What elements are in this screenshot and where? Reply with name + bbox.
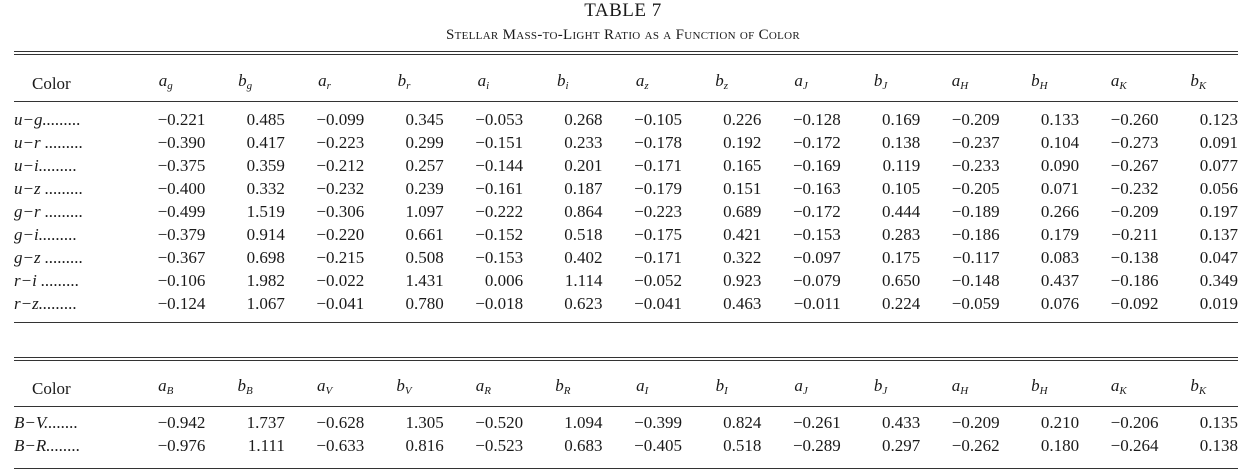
table-cell: −0.220 xyxy=(316,225,365,244)
table-cell: 0.151 xyxy=(723,179,762,198)
table-cell: −0.232 xyxy=(1110,179,1159,198)
table-row xyxy=(14,154,1238,177)
table-cell: 0.071 xyxy=(1040,179,1080,198)
table-cell: 0.518 xyxy=(564,225,603,244)
table-cell: −0.144 xyxy=(475,156,524,175)
column-header-subscript: I xyxy=(644,385,649,397)
table-cell: 0.345 xyxy=(405,110,444,129)
table-cell: 0.006 xyxy=(484,271,524,290)
table-cell: −0.172 xyxy=(792,133,841,152)
table-cell: −0.400 xyxy=(157,179,206,198)
table-cell: −0.153 xyxy=(475,248,524,267)
table-cell: −0.151 xyxy=(475,133,524,152)
table-cell: 0.077 xyxy=(1199,156,1238,175)
table1-header-row xyxy=(14,66,1238,101)
table-cell: 0.683 xyxy=(564,436,603,455)
table-cell: 0.864 xyxy=(564,202,603,221)
table-cell: 0.169 xyxy=(881,110,921,129)
table-cell: −0.171 xyxy=(634,248,682,267)
column-header xyxy=(1000,371,1079,406)
table-cell: −0.367 xyxy=(157,248,206,267)
table-cell: 1.737 xyxy=(246,413,285,432)
column-header xyxy=(1079,371,1158,406)
table2-top-rule xyxy=(14,357,1238,358)
table1-body xyxy=(14,101,1238,315)
table-cell: 1.111 xyxy=(247,436,285,455)
column-header xyxy=(841,371,920,406)
table-cell: −0.267 xyxy=(1110,156,1159,175)
table-cell: −0.011 xyxy=(793,294,841,313)
table-cell: 0.485 xyxy=(246,110,285,129)
column-header xyxy=(444,66,523,101)
row-label: u−r ......... xyxy=(14,133,84,152)
table-cell: −0.178 xyxy=(634,133,682,152)
row-label: g−i......... xyxy=(14,225,77,244)
table-row xyxy=(14,292,1238,315)
table-cell: 0.192 xyxy=(723,133,762,152)
table-cell: 0.349 xyxy=(1199,271,1238,290)
table-cell: −0.289 xyxy=(792,436,841,455)
column-header-subscript: z xyxy=(644,80,649,92)
table-cell: −0.306 xyxy=(316,202,365,221)
column-header xyxy=(523,371,602,406)
color-column-header: Color xyxy=(32,73,71,93)
table-cell: −0.052 xyxy=(634,271,682,290)
table-cell: −0.209 xyxy=(951,110,1000,129)
table-cell: 0.661 xyxy=(405,225,444,244)
table-cell: 0.417 xyxy=(246,133,285,152)
column-header-symbol: a xyxy=(475,376,485,395)
table-cell: 0.123 xyxy=(1199,110,1238,129)
row-label: r−i ......... xyxy=(14,271,80,290)
column-header-subscript: i xyxy=(565,80,569,92)
table-cell: −0.260 xyxy=(1110,110,1159,129)
table-cell: −0.222 xyxy=(475,202,524,221)
table-cell: 0.105 xyxy=(881,179,921,198)
table-cell: 0.239 xyxy=(405,179,444,198)
table-cell: 1.431 xyxy=(405,271,444,290)
table-cell: −0.018 xyxy=(475,294,524,313)
table-cell: 0.689 xyxy=(723,202,762,221)
column-header-subscript: K xyxy=(1198,80,1207,92)
column-header xyxy=(285,371,364,406)
table-cell: 0.816 xyxy=(405,436,444,455)
table-cell: −0.186 xyxy=(951,225,1000,244)
column-header-subscript: R xyxy=(484,385,492,397)
row-label: r−z......... xyxy=(14,294,77,313)
column-header-subscript: I xyxy=(724,385,728,397)
table1-top-rule xyxy=(14,51,1238,52)
row-label: B−R........ xyxy=(14,436,81,455)
table-cell: 0.201 xyxy=(564,156,603,175)
column-header-subscript: K xyxy=(1198,385,1207,397)
column-header-symbol: a xyxy=(951,71,961,90)
column-header-symbol: b xyxy=(873,71,883,90)
table-cell: 1.114 xyxy=(564,271,603,290)
table-cell: −0.148 xyxy=(951,271,1000,290)
column-header xyxy=(920,371,999,406)
column-header-symbol: b xyxy=(1190,376,1199,395)
table-cell: −0.105 xyxy=(634,110,682,129)
table-row xyxy=(14,406,1238,434)
color-column-header: Color xyxy=(32,378,71,398)
table-cell: 0.083 xyxy=(1040,248,1080,267)
table-cell: −0.092 xyxy=(1110,294,1159,313)
table-cell: 0.518 xyxy=(723,436,762,455)
table-row xyxy=(14,246,1238,269)
column-header-subscript: g xyxy=(167,80,173,92)
table-cell: 0.091 xyxy=(1199,133,1238,152)
row-label: u−z ......... xyxy=(14,179,84,198)
table-cell: 0.056 xyxy=(1199,179,1238,198)
column-header-symbol: b xyxy=(1031,71,1040,90)
column-header xyxy=(920,66,999,101)
table-cell: −0.221 xyxy=(157,110,206,129)
table-cell: −0.152 xyxy=(475,225,524,244)
column-header-subscript: V xyxy=(325,385,333,397)
column-header-subscript: J xyxy=(802,385,808,397)
column-header-symbol: b xyxy=(397,71,407,90)
column-header-subscript: z xyxy=(723,80,729,92)
column-header-subscript: r xyxy=(406,80,411,92)
table-cell: 0.299 xyxy=(405,133,444,152)
column-header-symbol: a xyxy=(1110,71,1120,90)
table-cell: 0.444 xyxy=(881,202,921,221)
table-cell: −0.059 xyxy=(951,294,1000,313)
table-cell: 0.104 xyxy=(1040,133,1080,152)
column-header xyxy=(841,66,920,101)
table-cell: −0.041 xyxy=(316,294,365,313)
table2 xyxy=(14,371,1238,457)
column-header-symbol: a xyxy=(794,376,803,395)
column-header-symbol: a xyxy=(635,71,645,90)
table-cell: −0.223 xyxy=(316,133,365,152)
table-cell: 0.508 xyxy=(405,248,444,267)
table2-header-row xyxy=(14,371,1238,406)
table-cell: 0.623 xyxy=(564,294,603,313)
table-cell: −0.211 xyxy=(1111,225,1159,244)
column-header xyxy=(603,371,682,406)
table-cell: 0.923 xyxy=(723,271,762,290)
table-cell: −0.206 xyxy=(1110,413,1159,432)
table-cell: 0.210 xyxy=(1040,413,1080,432)
table-cell: 0.433 xyxy=(881,413,921,432)
column-header xyxy=(285,66,364,101)
table-cell: −0.379 xyxy=(157,225,206,244)
table-title: TABLE 7 xyxy=(584,0,662,21)
column-header xyxy=(444,371,523,406)
column-header-subscript: J xyxy=(882,385,888,397)
table-cell: −0.209 xyxy=(1110,202,1159,221)
table1-top-rule-2 xyxy=(14,54,1238,55)
table-cell: −0.117 xyxy=(952,248,1000,267)
column-header-symbol: a xyxy=(951,376,961,395)
column-header-symbol: b xyxy=(238,71,247,90)
table-row xyxy=(14,269,1238,292)
table-cell: −0.233 xyxy=(951,156,1000,175)
table-cell: 0.179 xyxy=(1040,225,1080,244)
table2-top-rule-2 xyxy=(14,360,1238,361)
column-header-symbol: b xyxy=(873,376,883,395)
table2-body xyxy=(14,406,1238,457)
column-header xyxy=(682,66,761,101)
table-cell: −0.375 xyxy=(157,156,206,175)
column-header-symbol: b xyxy=(1031,376,1040,395)
column-header-subscript: i xyxy=(486,80,490,92)
table-cell: −0.390 xyxy=(157,133,206,152)
table-cell: −0.520 xyxy=(475,413,524,432)
table-cell: −0.523 xyxy=(475,436,524,455)
table-cell: 0.135 xyxy=(1199,413,1238,432)
column-header-symbol: a xyxy=(1110,376,1120,395)
table-cell: −0.175 xyxy=(634,225,682,244)
column-header-symbol: b xyxy=(715,376,725,395)
table-cell: 0.226 xyxy=(723,110,762,129)
table-cell: −0.633 xyxy=(316,436,365,455)
table-cell: 0.090 xyxy=(1040,156,1080,175)
table-cell: −0.053 xyxy=(475,110,524,129)
column-header xyxy=(523,66,602,101)
table-cell: 0.257 xyxy=(405,156,444,175)
column-header-symbol: b xyxy=(715,71,724,90)
row-label: u−g......... xyxy=(14,110,81,129)
table-cell: 0.233 xyxy=(564,133,603,152)
table-cell: −0.161 xyxy=(475,179,524,198)
column-header-subscript: H xyxy=(1039,385,1048,397)
table-cell: −0.273 xyxy=(1110,133,1159,152)
table-cell: 1.519 xyxy=(246,202,285,221)
column-header xyxy=(1158,371,1238,406)
column-header-subscript: J xyxy=(882,80,888,92)
column-header-symbol: b xyxy=(555,376,564,395)
column-header-symbol: a xyxy=(318,71,327,90)
column-header-symbol: b xyxy=(557,71,566,90)
column-header-subscript: R xyxy=(563,385,571,397)
table-cell: −0.106 xyxy=(157,271,206,290)
table-cell: 0.359 xyxy=(246,156,285,175)
table-cell: −0.223 xyxy=(634,202,682,221)
row-label: g−z ......... xyxy=(14,248,84,267)
column-header-subscript: B xyxy=(166,385,174,397)
table-cell: 0.437 xyxy=(1040,271,1080,290)
table-cell: 0.180 xyxy=(1040,436,1080,455)
table-cell: −0.169 xyxy=(792,156,841,175)
column-header-symbol: b xyxy=(237,376,247,395)
table-row xyxy=(14,131,1238,154)
table-cell: −0.138 xyxy=(1110,248,1159,267)
table-cell: −0.205 xyxy=(951,179,1000,198)
column-header xyxy=(761,371,840,406)
table-subtitle: Stellar Mass-to-Light Ratio as a Function of Color xyxy=(445,27,801,43)
table-cell: −0.097 xyxy=(792,248,841,267)
column-header xyxy=(205,371,284,406)
table-row xyxy=(14,434,1238,457)
table-cell: −0.232 xyxy=(316,179,365,198)
column-header-subscript: H xyxy=(960,385,969,397)
table-cell: 0.019 xyxy=(1199,294,1238,313)
table-cell: −0.399 xyxy=(634,413,682,432)
column-header-subscript: H xyxy=(1039,80,1048,92)
table-cell: −0.128 xyxy=(792,110,841,129)
column-header xyxy=(682,371,761,406)
table-cell: 0.138 xyxy=(881,133,921,152)
table-cell: −0.079 xyxy=(792,271,841,290)
table-cell: 0.402 xyxy=(564,248,603,267)
column-header-subscript: K xyxy=(1119,80,1127,92)
table-cell: 0.133 xyxy=(1040,110,1080,129)
table1 xyxy=(14,66,1238,315)
table-cell: 0.047 xyxy=(1199,248,1238,267)
column-header-subscript: H xyxy=(960,80,969,92)
column-header-symbol: a xyxy=(158,376,167,395)
table-cell: 0.138 xyxy=(1199,436,1238,455)
column-header-symbol: a xyxy=(794,71,803,90)
column-header xyxy=(205,66,284,101)
table-cell: 0.421 xyxy=(723,225,762,244)
column-header-subscript: V xyxy=(404,385,412,397)
column-header-subscript: r xyxy=(326,80,331,92)
column-header-subscript: g xyxy=(246,80,253,92)
table-cell: 0.332 xyxy=(246,179,285,198)
column-header xyxy=(364,66,443,101)
table-cell: −0.179 xyxy=(634,179,682,198)
table-cell: 0.914 xyxy=(246,225,285,244)
column-header xyxy=(1000,66,1079,101)
table-cell: −0.942 xyxy=(157,413,206,432)
table-cell: 0.650 xyxy=(881,271,921,290)
column-header-subscript: J xyxy=(802,80,808,92)
table-cell: 0.698 xyxy=(246,248,285,267)
table-cell: −0.099 xyxy=(316,110,365,129)
table-cell: −0.186 xyxy=(1110,271,1159,290)
table-cell: −0.264 xyxy=(1110,436,1159,455)
table-cell: −0.405 xyxy=(634,436,682,455)
column-header xyxy=(126,66,205,101)
table-cell: −0.124 xyxy=(157,294,206,313)
table2-bottom-rule xyxy=(14,468,1238,469)
column-header xyxy=(1158,66,1238,101)
table-cell: 0.187 xyxy=(564,179,603,198)
table-cell: −0.189 xyxy=(951,202,1000,221)
table-cell: 0.197 xyxy=(1199,202,1238,221)
column-header-symbol: a xyxy=(477,71,487,90)
row-label: g−r ......... xyxy=(14,202,84,221)
column-header xyxy=(761,66,840,101)
table-cell: 0.165 xyxy=(723,156,762,175)
table-cell: 0.268 xyxy=(564,110,603,129)
table-cell: 0.297 xyxy=(881,436,921,455)
table-cell: −0.499 xyxy=(157,202,206,221)
column-header-symbol: a xyxy=(316,376,326,395)
table-cell: 1.097 xyxy=(405,202,444,221)
table-cell: 0.266 xyxy=(1040,202,1080,221)
table-row xyxy=(14,223,1238,246)
table-cell: 1.094 xyxy=(564,413,603,432)
table-row xyxy=(14,200,1238,223)
table-cell: 0.119 xyxy=(882,156,921,175)
table-row xyxy=(14,177,1238,200)
table-cell: 0.322 xyxy=(723,248,762,267)
column-header xyxy=(1079,66,1158,101)
table-cell: −0.212 xyxy=(316,156,365,175)
table1-bottom-rule xyxy=(14,322,1238,323)
column-header xyxy=(603,66,682,101)
table-cell: −0.041 xyxy=(634,294,682,313)
column-header-subscript: B xyxy=(246,385,253,397)
table-cell: 0.780 xyxy=(405,294,444,313)
table-cell: −0.172 xyxy=(792,202,841,221)
table-cell: −0.209 xyxy=(951,413,1000,432)
table-cell: −0.022 xyxy=(316,271,365,290)
table-cell: −0.261 xyxy=(792,413,841,432)
table-cell: 0.283 xyxy=(881,225,921,244)
table-cell: −0.628 xyxy=(316,413,365,432)
column-header-symbol: a xyxy=(636,376,645,395)
column-header-subscript: K xyxy=(1119,385,1127,397)
column-header-symbol: b xyxy=(1190,71,1199,90)
table-cell: 1.067 xyxy=(246,294,285,313)
table-cell: −0.163 xyxy=(792,179,841,198)
row-label: B−V........ xyxy=(14,413,79,432)
table-cell: 0.175 xyxy=(881,248,921,267)
table-cell: 0.824 xyxy=(723,413,762,432)
table-cell: −0.153 xyxy=(792,225,841,244)
table-cell: −0.215 xyxy=(316,248,365,267)
table-cell: −0.262 xyxy=(951,436,1000,455)
table-cell: −0.976 xyxy=(157,436,206,455)
table-cell: 0.463 xyxy=(723,294,762,313)
table-cell: 0.076 xyxy=(1040,294,1080,313)
table-cell: −0.237 xyxy=(951,133,1000,152)
column-header xyxy=(364,371,443,406)
row-label: u−i......... xyxy=(14,156,77,175)
table-cell: 1.982 xyxy=(246,271,285,290)
table-cell: −0.171 xyxy=(634,156,682,175)
column-header-symbol: a xyxy=(158,71,168,90)
column-header-symbol: b xyxy=(396,376,405,395)
table-cell: 0.137 xyxy=(1199,225,1238,244)
table-cell: 0.224 xyxy=(881,294,921,313)
column-header xyxy=(126,371,205,406)
table-cell: 1.305 xyxy=(405,413,444,432)
table-row xyxy=(14,101,1238,131)
